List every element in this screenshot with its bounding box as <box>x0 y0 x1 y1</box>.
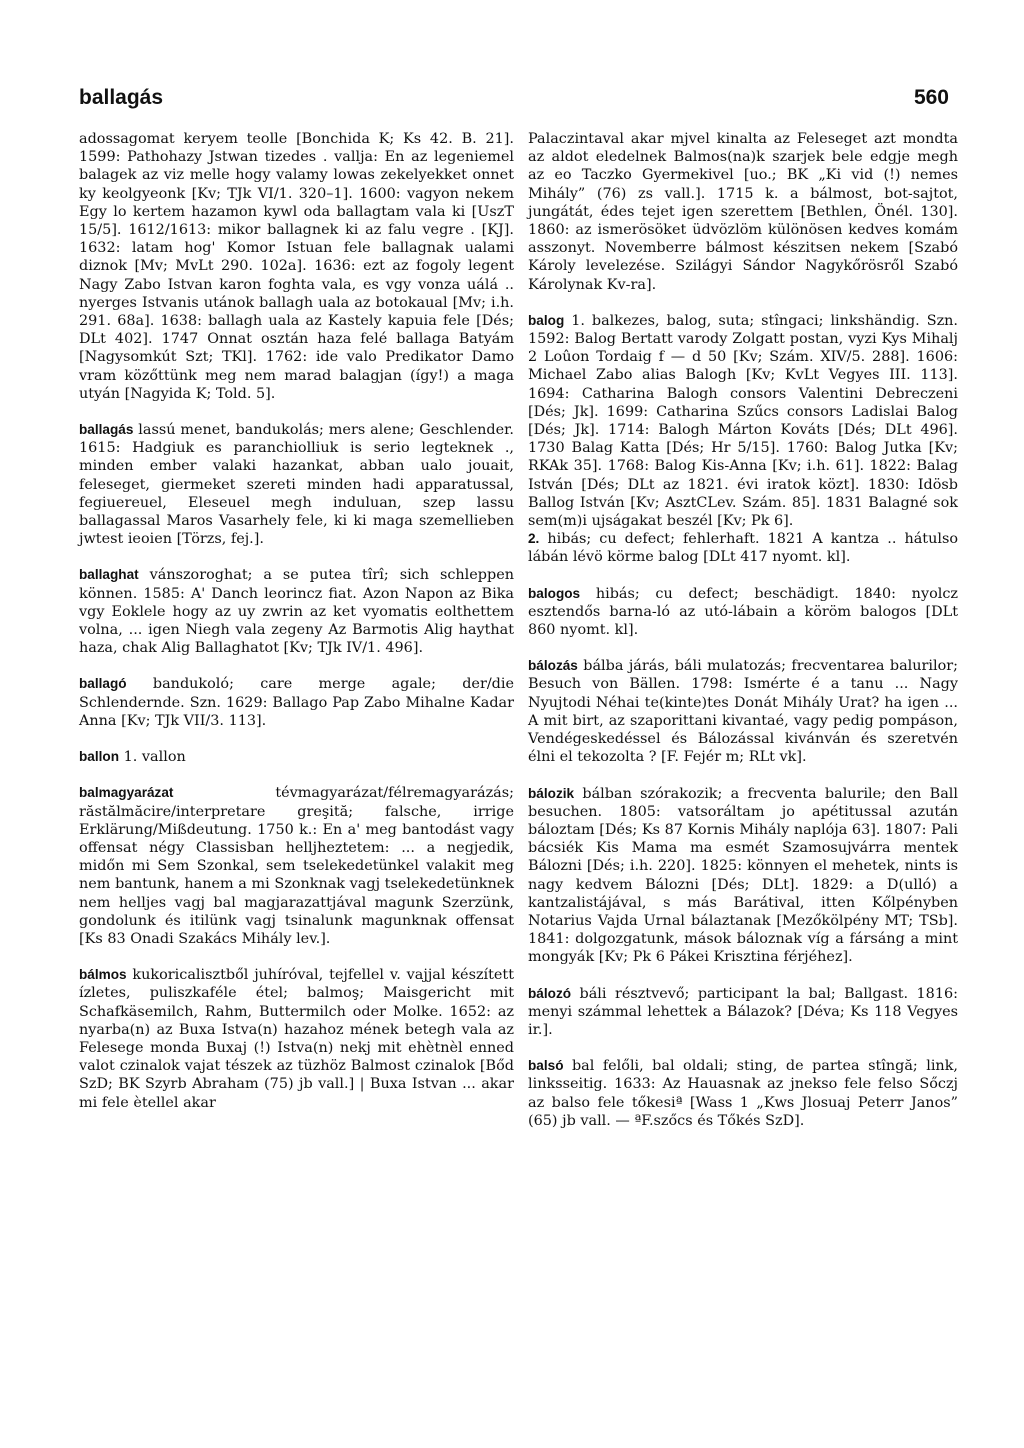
entry-text: hibás; cu defect; beschädigt. 1840: nyolcz esztendős barna-ló az utó-lábain a köröm balogos [DLt 860 nyomt. kl]. <box>528 585 958 639</box>
entry-text: bal felőli, bal oldali; sting, de partea stîngă; link, linksseitig. 1633: Az Hauasnak az jnekso fele felso Sőczj az balso fele tőkesiª [Wass 1 „Kws Jlosuaj Peterr Janos” (65) jb vall. — ªF.szőcs és Tőkés SzD]. <box>528 1058 958 1129</box>
running-head <box>79 86 949 114</box>
left-column <box>79 130 514 1130</box>
entry-text: Palaczintaval akar mjvel kinalta az Feleseget azt mondta az aldot eledelnek Balmos(na)k szarjek bele edgje megh az eo Taczko Gyermekivel [uo.; BK „Ki vid (!) nemes Mihály” (76) zs vall.]. 1715 k. a bálmost, bot-sajtot, jungátát, édes tejet igen szerettem [Bethlen, Önél. 130]. 1860: az ismerösöket üdvözlöm különösen kedves komám asszonyt. Novemberre bálmost készitsen nekem [Szabó Károly levelezése. Szilágyi Sándor Nagykőrösről Szabó Károlynak Kv-ra]. <box>528 131 958 293</box>
entry-balso <box>528 1057 958 1130</box>
entry-headword: bálmos <box>79 967 127 983</box>
entry-headword: bálozik <box>528 785 575 801</box>
entry-headword: balsó <box>528 1058 564 1074</box>
entry-text: 1. balkezes, balog, suta; stîngaci; linkshändig. Szn. 1592: Balog Bertatt varody Zolgatt postan, vyzi Kys Mihalj 2 Loûon Tordaig f — d 50 [Kv; Szám. XIV/5. 288]. 1606: Michael Zabo alias Balogh [Kv; KvLt Vegyes III. 113]. 1694: Catharina Balogh consors Valentini Debreczeni [Dés; Jk]. 1699: Catharina Szűcs consors Ladislai Balog [Dés; Jk]. 1714: Balogh Márton Kováts [Dés; DLt 496]. 1730 Balag Katta [Dés; Hr 5/15]. 1760: Balog Jutka [Kv; RKAk 35]. 1768: Balog Kis-Anna [Kv; i.h. 61]. 1822: Balag István [Dés; DLt az 1821. évi iratok közt]. 1830: Idösb Ballog István [Kv; AsztCLev. Szám. 85]. 1831 Balagné sok sem(m)i ujságakat beszél [Kv; Pk 6]. <box>528 312 958 530</box>
entry-balmagyarazat <box>79 784 514 948</box>
entry-headword: ballagás <box>79 422 134 438</box>
entry-ballaghat <box>79 566 514 657</box>
entry-text: báli résztvevő; participant la bal; Ballgast. 1816: menyi számmal lehettek a Bálazok? [Déva; Ks 118 Vegyes ir.]. <box>528 985 958 1038</box>
entry-balozik <box>528 785 958 967</box>
entry-text: lassú menet, bandukolás; mers alene; Geschlender. 1615: Hadgiuk es paranchiolliuk is serio legteknek ., minden ember valaki hazankat, abban ualo jouait, feleseget, giermeket szereti minden hadi apparatussal, fegiuereuel, Eleseuel megh induluan, szep lassu ballagassal Maros Vasarhely fele, ki ki maga szemellieben jwtest ieoien [Törzs, fej.]. <box>79 422 514 548</box>
entry-text: bandukoló; care merge agale; der/die Schlendernde. Szn. 1629: Ballago Pap Zabo Mihalne Kadar Anna [Kv; TJk VII/3. 113]. <box>79 676 514 729</box>
right-column <box>528 130 958 1148</box>
entry-text: vánszoroghat; a se putea tîrî; sich schleppen können. 1585: A' Danch leorincz fiat. Azon Napon az Bika vgy Eoklele hogy az uy zwrin az ket vyomatis eolthettem volna, ... igen Niegh vala zegeny Az Barmotis Alig haythat haza, chak Alig Ballaghatot [Kv; TJk IV/1. 496]. <box>79 567 514 657</box>
entry-text: hibás; cu defect; fehlerhaft. 1821 A kantza .. hátulso lábán lévö körme balog [DLt 417 nyomt. kl]. <box>528 531 958 566</box>
page-number: 560 <box>913 86 949 109</box>
entry-text: adossagomat keryem teolle [Bonchida K; Ks 42. B. 21]. 1599: Pathohazy Jstwan tizedes . vallja: En az legeniemel balagek az viz melle hogy valamy lowas zekelyekket onnet ky keolgyeonk [Kv; TJk VI/1. 320–1]. 1600: vagyon nekem Egy lo kertem hazamon kywl oda ballagtam vala ki [UszT 15/5]. 1612/1613: mikor ballagnek ki az falu vegre . [KJ]. 1632: latam hog' Komor Istuan fele ballagnak ualami diznok [Mv; MvLt 290. 102a]. 1636: ezt az fogoly legent Nagy Zabo Istvan karon foghta vala, es vgy vonza uálá .. nyerges Istvanis utánok ballagh uala az botokaual [Mv; i.h. 291. 68a]. 1638: ballagh uala az Kastely kapuia fele [Dés; DLt 402]. 1747 Onnat osztán haza felé ballaga Batyám [Nagysomkút Szt; TKl]. 1762: ide valo Predikator Damo vram közőttünk meg nem marad balagjan (így!) a maga utyán [Nagyida K; Told. 5]. <box>79 131 514 402</box>
entry-text: bálban szórakozik; a frecventa balurile; den Ball besuchen. 1805: vatsoráltam jo apétitussal azután báloztam [Dés; Ks 87 Kornis Mihály naplója 63]. 1807: Pali bácsiék Kis Mama ma esmét Szamosujvárra mentek Bálozni [Dés; i.h. 220]. 1825: könnyen el mehetek, nints is nagy kedvem Bálozni [Dés; DLt]. 1829: a D(ulló) a kantzalistájával, s más Barátival, itten Kőlpényben Notarius Vajda Urnal bálaztanak [Mezőkölpény MT; TSb]. 1841: dolgozgatunk, mások báloznak víg a fársáng a mint mongyák [Kv; Pk 6 Pákei Krisztina férjéhez]. <box>528 785 958 966</box>
entry-headword: bálozás <box>528 658 578 674</box>
entry-balog <box>528 312 958 567</box>
entry-headword: ballaghat <box>79 567 139 583</box>
running-headword: ballagás <box>79 86 164 109</box>
sense-number: 2. <box>528 531 540 547</box>
entry-continuation <box>79 130 514 403</box>
entry-text: kukoricalisztből juhíróval, tejfellel v. vajjal készített ízletes, puliszkaféle étel; balmoş; Maisgericht mit Schafkäsemilch, Rahm, Buttermilch oder Molke. 1652: az nyarba(n) az Buxa Istva(n) hazahoz mének betegh vala az Felesege monda Buxaj (!) Istva(n) nekj mit ehètnèl enned valot czinalok vajat tészek az tüzhöz Balmost czinalok [Bőd SzD; BK Szyrb Abraham (75) jb vall.] | Buxa Istvan ... akar mi fele ètellel akar <box>79 967 514 1111</box>
entry-ballagas <box>79 421 514 548</box>
entry-headword: balmagyarázat <box>79 785 174 801</box>
entry-headword: ballagó <box>79 676 127 692</box>
entry-headword: balogos <box>528 585 581 601</box>
entry-ballon <box>79 748 514 766</box>
entry-text: bálba járás, báli mulatozás; frecventarea balurilor; Besuch von Bällen. 1798: Ismérte é a tanu ... Nagy Nyujtodi Néhai te(kinte)tes Donát Mihály Urat? ha igen ... A mit birt, az szaporittani kivantaé, vagy pedig pompáson, Vendégeskedéssel és Bálozással kivánván és szeretvén élni el tekozolta ? [F. Fejér m; RLt vk]. <box>528 658 958 766</box>
entry-text: 1. vallon <box>119 749 186 766</box>
entry-balogos <box>528 585 958 640</box>
entry-balmos-continuation <box>528 130 958 294</box>
entry-balozas <box>528 657 958 766</box>
entry-text: tévmagyarázat/félremagyarázás; răstălmăcire/interpretare greşită; falsche, irrige Erklärung/Mißdeutung. 1750 k.: En a' meg bantodást vagy offensat négy Classisban helljheztetem: ... a negjedik, midőn mi Sem Szonkal, sem tselekedetünkel valakit meg nem bantunk, hanem a mi Szonknak vagj tselekedetünknek nem helljes vagj bal magjarazattjával magunk Szerzünk, gondolunk és itilünk vagj tsinalunk magunknak offensat [Ks 83 Onadi Szakács Mihály lev.]. <box>79 785 514 947</box>
entry-balmos <box>79 966 514 1112</box>
entry-headword: balog <box>528 312 565 328</box>
entry-headword: bálozó <box>528 985 572 1001</box>
entry-ballago <box>79 675 514 730</box>
entry-headword: ballon <box>79 749 120 765</box>
entry-balozo <box>528 985 958 1040</box>
